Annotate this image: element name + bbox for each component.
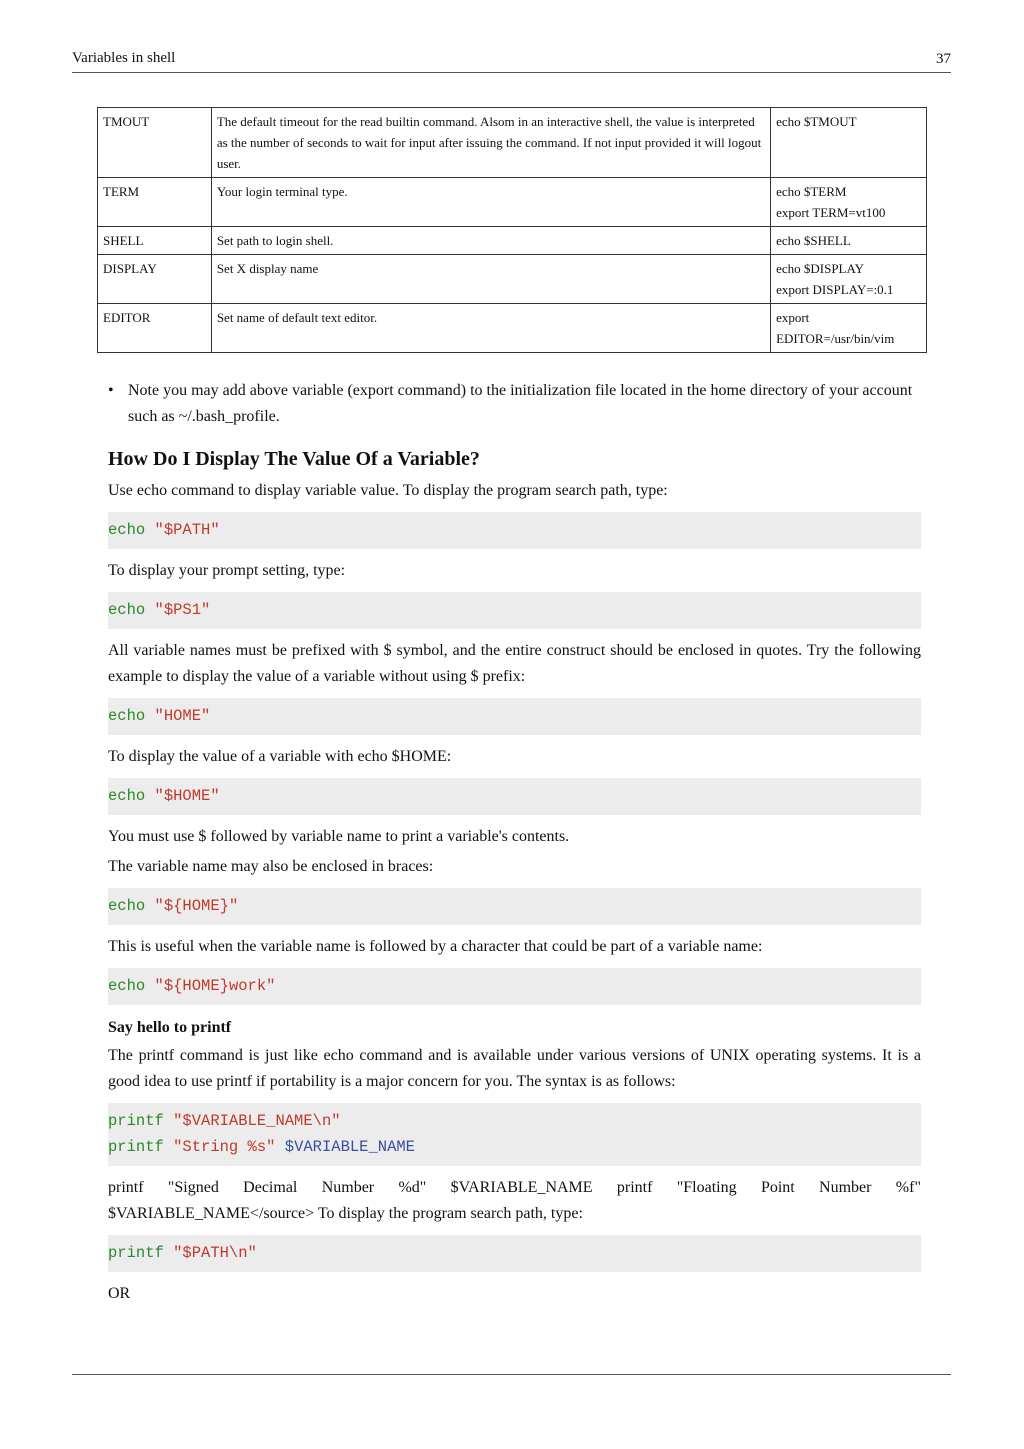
table-row [98,304,927,353]
code-command: echo [108,897,146,915]
code-block [108,1235,921,1272]
code-string: "String %s" [173,1138,276,1156]
variable-description-cell: Set path to login shell. [211,227,770,255]
table-row [98,178,927,227]
code-block [108,888,921,925]
example-line: EDITOR=/usr/bin/vim [776,331,895,346]
code-string: "$PATH\n" [173,1244,257,1262]
code-string: "HOME" [154,707,211,725]
variable-name-cell: EDITOR [98,304,212,353]
code-string: "$PATH" [154,521,220,539]
code-command: echo [108,707,146,725]
variable-name-cell: TMOUT [98,108,212,178]
table-row [98,227,927,255]
variable-example-cell [771,304,927,353]
variable-example-cell [771,178,927,227]
page-number: 37 [936,51,951,67]
page-footer-rule [72,1374,951,1375]
page-header-title: Variables in shell [72,50,176,66]
main-content [108,378,921,1311]
example-line: echo $TMOUT [776,114,857,129]
example-line: export DISPLAY=:0.1 [776,282,894,297]
code-string: "$HOME" [154,787,220,805]
note-text: Note you may add above variable (export command) to the initialization file located in the home directory of your account such as ~/.bash_profile. [128,382,913,425]
variable-description-cell: Set X display name [211,255,770,304]
variable-example-cell [771,227,927,255]
variable-description-cell: Your login terminal type. [211,178,770,227]
code-block [108,592,921,629]
variables-table [97,107,927,353]
paragraph: The variable name may also be enclosed in braces: [108,858,434,875]
example-line: echo $SHELL [776,233,851,248]
code-string: "$PS1" [154,601,211,619]
page-header [72,50,951,73]
subheading: Say hello to printf [108,1019,232,1036]
code-block [108,698,921,735]
paragraph: All variable names must be prefixed with $ symbol, and the entire construct should be enclosed in quotes. Try the following example to display the value of a variable without using $ prefix: [108,642,921,685]
code-command: echo [108,521,146,539]
table-row [98,108,927,178]
paragraph: This is useful when the variable name is followed by a character that could be part of a variable name: [108,938,763,955]
code-block [108,778,921,815]
variable-example-cell [771,108,927,178]
code-command: printf [108,1112,164,1130]
code-string: "$VARIABLE_NAME\n" [173,1112,341,1130]
variable-description-cell: The default timeout for the read builtin command. Alsom in an interactive shell, the value is interpreted as the number of seconds to wait for input after issuing the command. If not input provided it will logout user. [211,108,770,178]
variable-name-cell: SHELL [98,227,212,255]
code-command: echo [108,601,146,619]
variable-description-cell: Set name of default text editor. [211,304,770,353]
code-block [108,512,921,549]
variable-name-cell: DISPLAY [98,255,212,304]
code-string: "${HOME}" [154,897,239,915]
code-command: echo [108,977,146,995]
paragraph: To display the value of a variable with echo $HOME: [108,748,452,765]
section-heading: How Do I Display The Value Of a Variable? [108,448,480,470]
example-line: echo $DISPLAY [776,261,865,276]
example-line: export [776,310,810,325]
example-line: echo $TERM [776,184,847,199]
paragraph: printf "Signed Decimal Number %d" $VARIABLE_NAME printf "Floating Point Number %f" $VARIABLE_NAME</source> To display the program search path, type: [108,1179,921,1222]
example-line: export TERM=vt100 [776,205,886,220]
paragraph: To display your prompt setting, type: [108,562,346,579]
variable-example-cell [771,255,927,304]
code-command: printf [108,1244,164,1262]
table-row [98,255,927,304]
paragraph: OR [108,1285,131,1302]
paragraph: The printf command is just like echo command and is available under various versions of UNIX operating systems. It is a good idea to use printf if portability is a major concern for you. The syntax is as follows: [108,1047,921,1090]
bullet-dot-icon: • [108,382,114,399]
variable-name-cell: TERM [98,178,212,227]
code-block [108,1103,921,1166]
code-variable: $VARIABLE_NAME [284,1138,415,1156]
paragraph: Use echo command to display variable value. To display the program search path, type: [108,482,668,499]
code-command: echo [108,787,146,805]
code-string: "${HOME}work" [154,977,276,995]
code-block [108,968,921,1005]
code-command: printf [108,1138,164,1156]
paragraph: You must use $ followed by variable name to print a variable's contents. [108,828,570,845]
note-bullet [108,378,921,430]
